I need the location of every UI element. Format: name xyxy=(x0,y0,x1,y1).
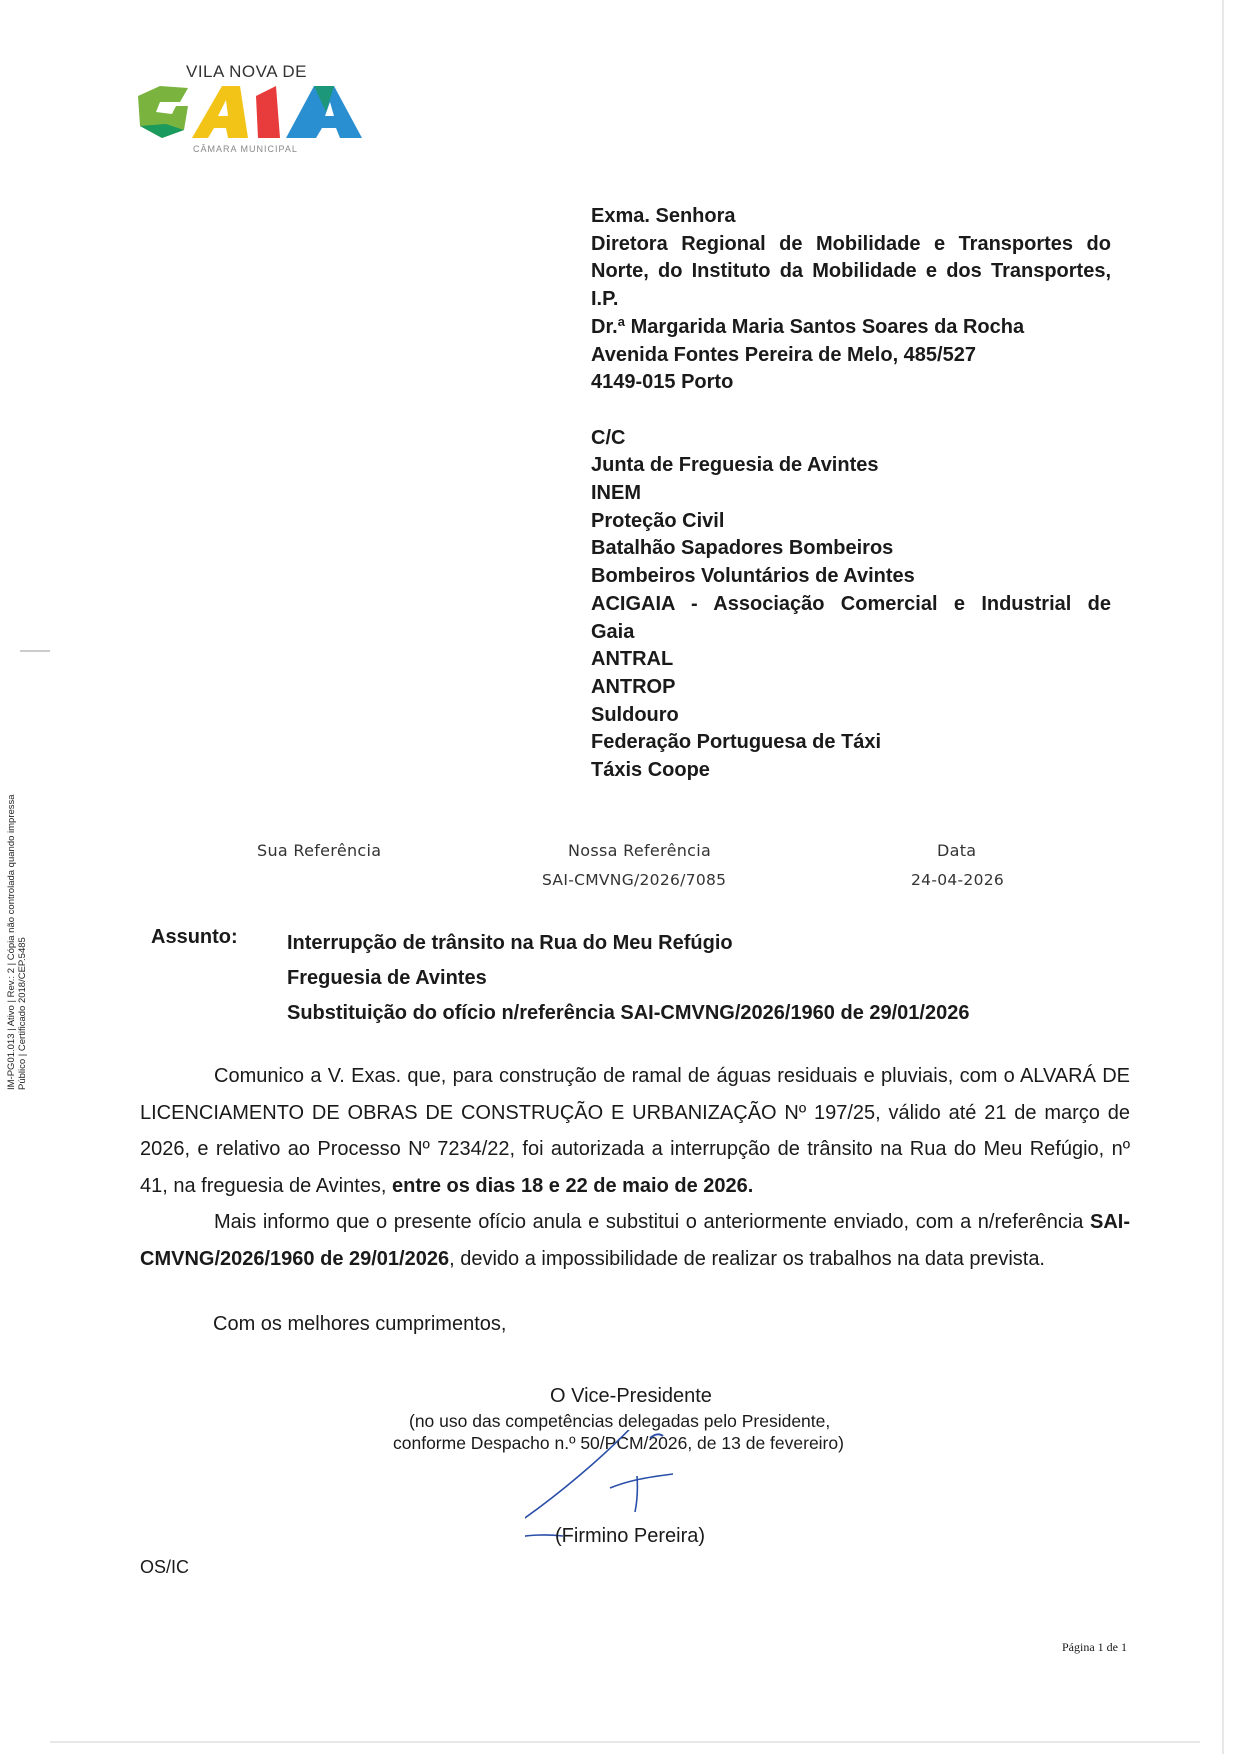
recipient-line: Exma. Senhora xyxy=(591,205,736,227)
scan-mark xyxy=(20,650,50,652)
recipient-block xyxy=(591,203,1111,785)
page-edge xyxy=(1222,0,1224,1754)
recipient-line: Norte, do Instituto da Mobilidade e dos Transportes, xyxy=(591,260,1111,283)
cc-line: Proteção Civil xyxy=(591,509,725,532)
side-document-code xyxy=(6,670,28,1090)
cc-line: ANTRAL xyxy=(591,648,674,671)
cc-line: Batalhão Sapadores Bombeiros xyxy=(591,537,894,560)
subject-line: Substituição do ofício n/referência SAI-CMVNG/2026/1960 de 29/01/2026 xyxy=(287,1002,970,1024)
cc-line: ACIGAIA - Associação Comercial e Industrial de xyxy=(591,592,1111,615)
author-initials: OS/IC xyxy=(140,1557,190,1577)
cc-line: Junta de Freguesia de Avintes xyxy=(591,454,879,477)
body-text: , devido a impossibilidade de realizar os trabalhos na data prevista. xyxy=(449,1247,1045,1270)
closing: Com os melhores cumprimentos, xyxy=(213,1313,507,1335)
recipient-line: Dr.ª Margarida Maria Santos Soares da Rocha xyxy=(591,315,1025,338)
body-bold-text: SAI-CMVNG/2026/1960 de 29/01/2026 xyxy=(140,1211,1130,1270)
body-bold-text: entre os dias 18 e 22 de maio de 2026. xyxy=(392,1174,754,1197)
recipient-line: I.P. xyxy=(591,288,619,311)
cc-line: Federação Portuguesa de Táxi xyxy=(591,731,882,754)
data-label: Data xyxy=(937,841,977,860)
recipient-line: Avenida Fontes Pereira de Melo, 485/527 xyxy=(591,343,976,366)
recipient-line: 4149-015 Porto xyxy=(591,371,734,394)
cc-line: Gaia xyxy=(591,620,635,643)
side-text-line: IM-PG01.013 | Ativo | Rev.: 2 | Cópia não controlada quando impressa xyxy=(6,794,17,1090)
page-edge xyxy=(50,1741,1200,1743)
nossa-referencia-label: Nossa Referência xyxy=(568,841,712,860)
sua-referencia-label: Sua Referência xyxy=(257,841,382,860)
recipient-line: Diretora Regional de Mobilidade e Transportes do xyxy=(591,232,1111,255)
cc-line: ANTROP xyxy=(591,675,676,698)
subject-line: Freguesia de Avintes xyxy=(287,967,487,989)
cc-line: Bombeiros Voluntários de Avintes xyxy=(591,565,915,588)
signatory-title: O Vice-Presidente xyxy=(550,1385,712,1407)
page-number: Página 1 de 1 xyxy=(1062,1640,1127,1654)
subject-lines xyxy=(287,926,969,1031)
signatory-name: (Firmino Pereira) xyxy=(555,1525,706,1547)
subject-line: Interrupção de trânsito na Rua do Meu Refúgio xyxy=(287,932,733,954)
cc-line: Suldouro xyxy=(591,703,679,726)
body-paragraph-2 xyxy=(140,1204,1130,1277)
logo-gaia-mark xyxy=(136,82,366,144)
gaia-logo xyxy=(136,58,366,158)
delegation-note: conforme Despacho n.º 50/PCM/2026, de 13 de fevereiro) xyxy=(393,1433,844,1453)
data-value: 24-04-2026 xyxy=(911,871,1005,889)
body-text: Comunico a V. Exas. que, para construção de ramal de águas residuais e pluviais, com o ALVARÁ DE LICENCIAMENTO DE OBRAS DE CONSTRUÇÃO E URBANIZAÇÃO Nº 197/25, válido até 21 de março de 2026, e relativo ao Processo Nº 7234/22, foi autorizada a interrupção de trânsito na Rua do Meu Refúgio, nº 41, na freguesia de Avintes, xyxy=(140,1065,1130,1197)
nossa-referencia-value: SAI-CMVNG/2026/7085 xyxy=(542,871,727,889)
body-paragraph-1 xyxy=(140,1058,1130,1204)
logo-bottom-text: CÂMARA MUNICIPAL xyxy=(193,144,298,154)
cc-line: Táxis Coope xyxy=(591,759,710,782)
letter-body xyxy=(140,1058,1130,1277)
side-text-line: Público | Certificado 2018/CEP.5485 xyxy=(17,937,28,1090)
cc-line: INEM xyxy=(591,482,641,505)
cc-label: C/C xyxy=(591,426,626,449)
subject-label: Assunto: xyxy=(151,926,238,948)
body-text: Mais informo que o presente ofício anula e substitui o anteriormente enviado, com a n/referência xyxy=(214,1211,1090,1233)
logo-top-text: VILA NOVA DE xyxy=(186,62,307,81)
delegation-note: (no uso das competências delegadas pelo Presidente, xyxy=(409,1411,831,1431)
